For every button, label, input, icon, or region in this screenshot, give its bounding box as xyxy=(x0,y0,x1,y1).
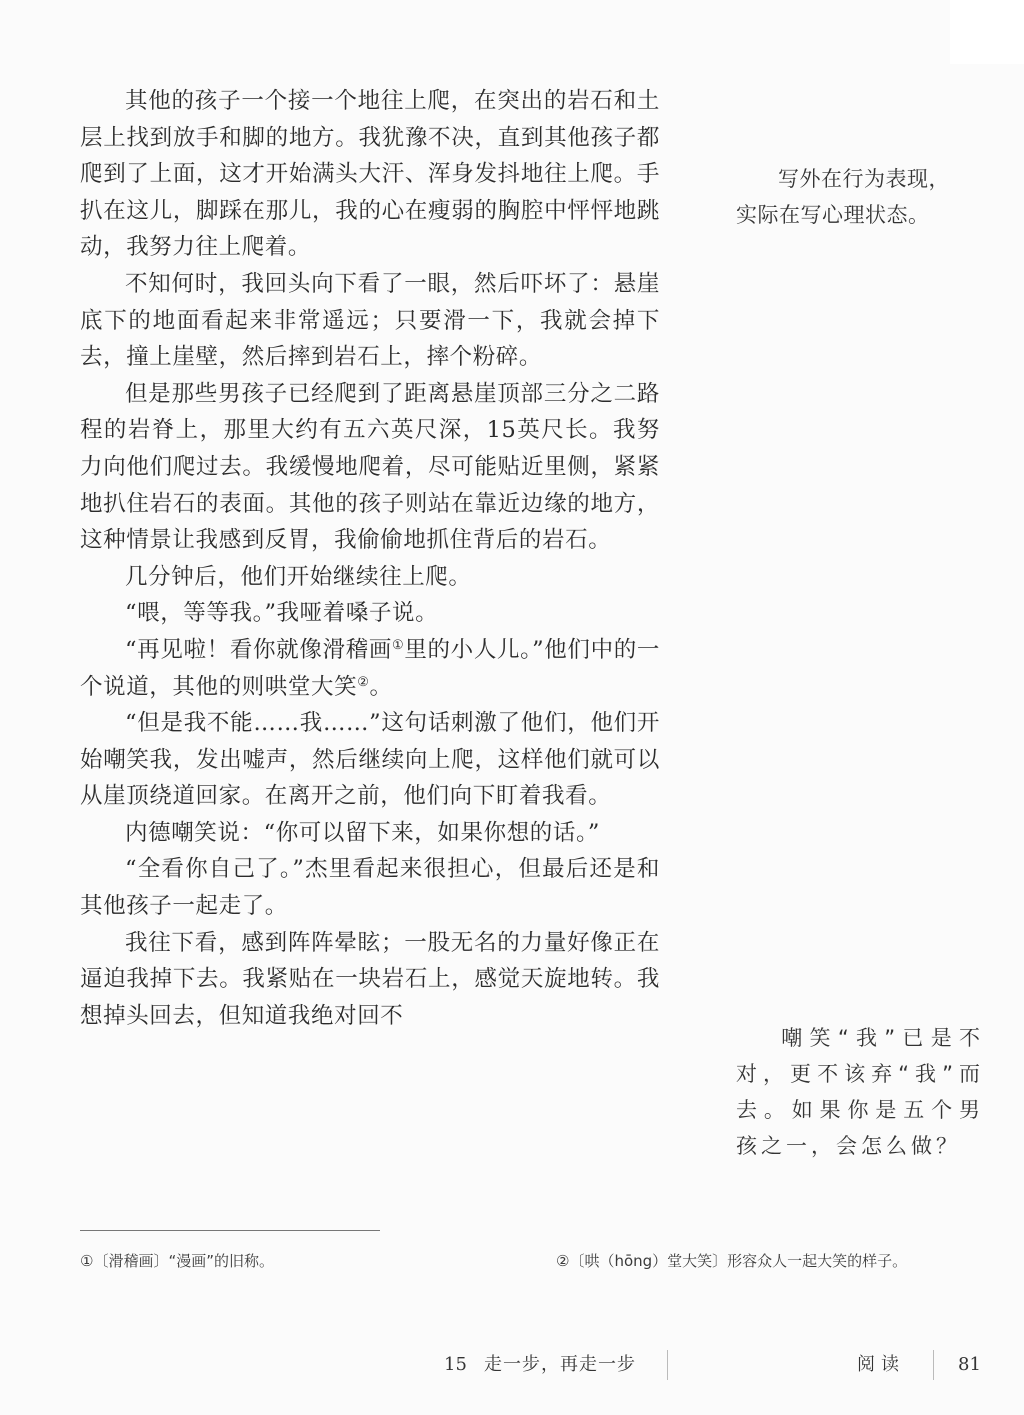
footnote-2: ②〔哄（hōng）堂大笑〕形容众人一起大笑的样子。 xyxy=(556,1252,908,1270)
footnote-mark-2: ② xyxy=(357,674,370,690)
paragraph-4: 几分钟后，他们开始继续往上爬。 xyxy=(125,563,472,590)
paragraph-7: “但是我不能……我……”这句话刺激了他们，他们开始嘲笑我，发出嘘声，然后继续向上爬，这样他们就可以从崖顶绕道回家。在离开之前，他们向下盯着我看。 xyxy=(80,710,660,810)
paragraph-6-part-1: “再见啦！看你就像滑稽画 xyxy=(125,636,392,663)
footnote-divider xyxy=(80,1230,380,1231)
footnote-1: ①〔滑稽画〕“漫画”的旧称。 xyxy=(80,1252,274,1270)
paragraph-8: 内德嘲笑说：“你可以留下来，如果你想的话。” xyxy=(125,819,600,846)
section-name: 阅读 xyxy=(857,1354,905,1375)
footnote-mark-1: ① xyxy=(392,637,405,653)
body-text xyxy=(80,83,660,1034)
page-number: 81 xyxy=(958,1354,981,1375)
paragraph-2: 不知何时，我回头向下看了一眼，然后吓坏了：悬崖底下的地面看起来非常遥远；只要滑一下，我就会掉下去，撞上崖壁，然后摔到岩石上，摔个粉碎。 xyxy=(80,270,660,371)
paragraph-10: 我往下看，感到阵阵晕眩；一股无名的力量好像正在逼迫我掉下去。我紧贴在一块岩石上，感觉天旋地转。我想掉头回去，但知道我绝对回不 xyxy=(80,929,660,1029)
paragraph-1: 其他的孩子一个接一个地往上爬，在突出的岩石和土层上找到放手和脚的地方。我犹豫不决，直到其他孩子都爬到了上面，这才开始满头大汗、浑身发抖地往上爬。手扒在这儿，脚踩在那儿，我的心在瘦弱的胸腔中怦怦地跳动，我努力往上爬着。 xyxy=(80,88,660,261)
margin-note-behavior xyxy=(736,161,986,233)
paragraph-9: “全看你自己了。”杰里看起来很担心，但最后还是和其他孩子一起走了。 xyxy=(80,856,660,920)
margin-note-2-text: 嘲笑“我”已是不对，更不该弃“我”而去。如果你是五个男孩之一，会怎么做？ xyxy=(736,1026,984,1158)
paragraph-6 xyxy=(80,632,660,705)
paragraph-6-part-3: 。 xyxy=(369,673,393,700)
margin-note-1-text-1: 写外在行为表现， xyxy=(778,167,950,191)
paragraph-5: “喂，等等我。”我哑着嗓子说。 xyxy=(125,600,439,627)
paragraph-3: 但是那些男孩子已经爬到了距离悬崖顶部三分之二路程的岩脊上，那里大约有五六英尺深，15英尺长。我努力向他们爬过去。我缓慢地爬着，尽可能贴近里侧，紧紧地扒住岩石的表面。其他的孩子则站在靠近边缘的地方，这种情景让我感到反胃，我偷偷地抓住背后的岩石。 xyxy=(80,380,660,554)
footer-divider-right xyxy=(933,1350,934,1380)
paragraph-6-part-2: 里的小人儿。”他们中的一个说道，其他的则哄堂大笑 xyxy=(80,636,661,700)
margin-note-1-line-1 xyxy=(736,161,986,197)
lesson-number: 15 xyxy=(444,1354,467,1375)
margin-note-1-line-2: 实际在写心理状态。 xyxy=(736,203,930,227)
margin-note-question xyxy=(736,1020,984,1164)
footer-divider-left xyxy=(667,1350,668,1380)
scan-corner xyxy=(950,0,1024,64)
lesson-title: 走一步，再走一步 xyxy=(484,1354,636,1375)
